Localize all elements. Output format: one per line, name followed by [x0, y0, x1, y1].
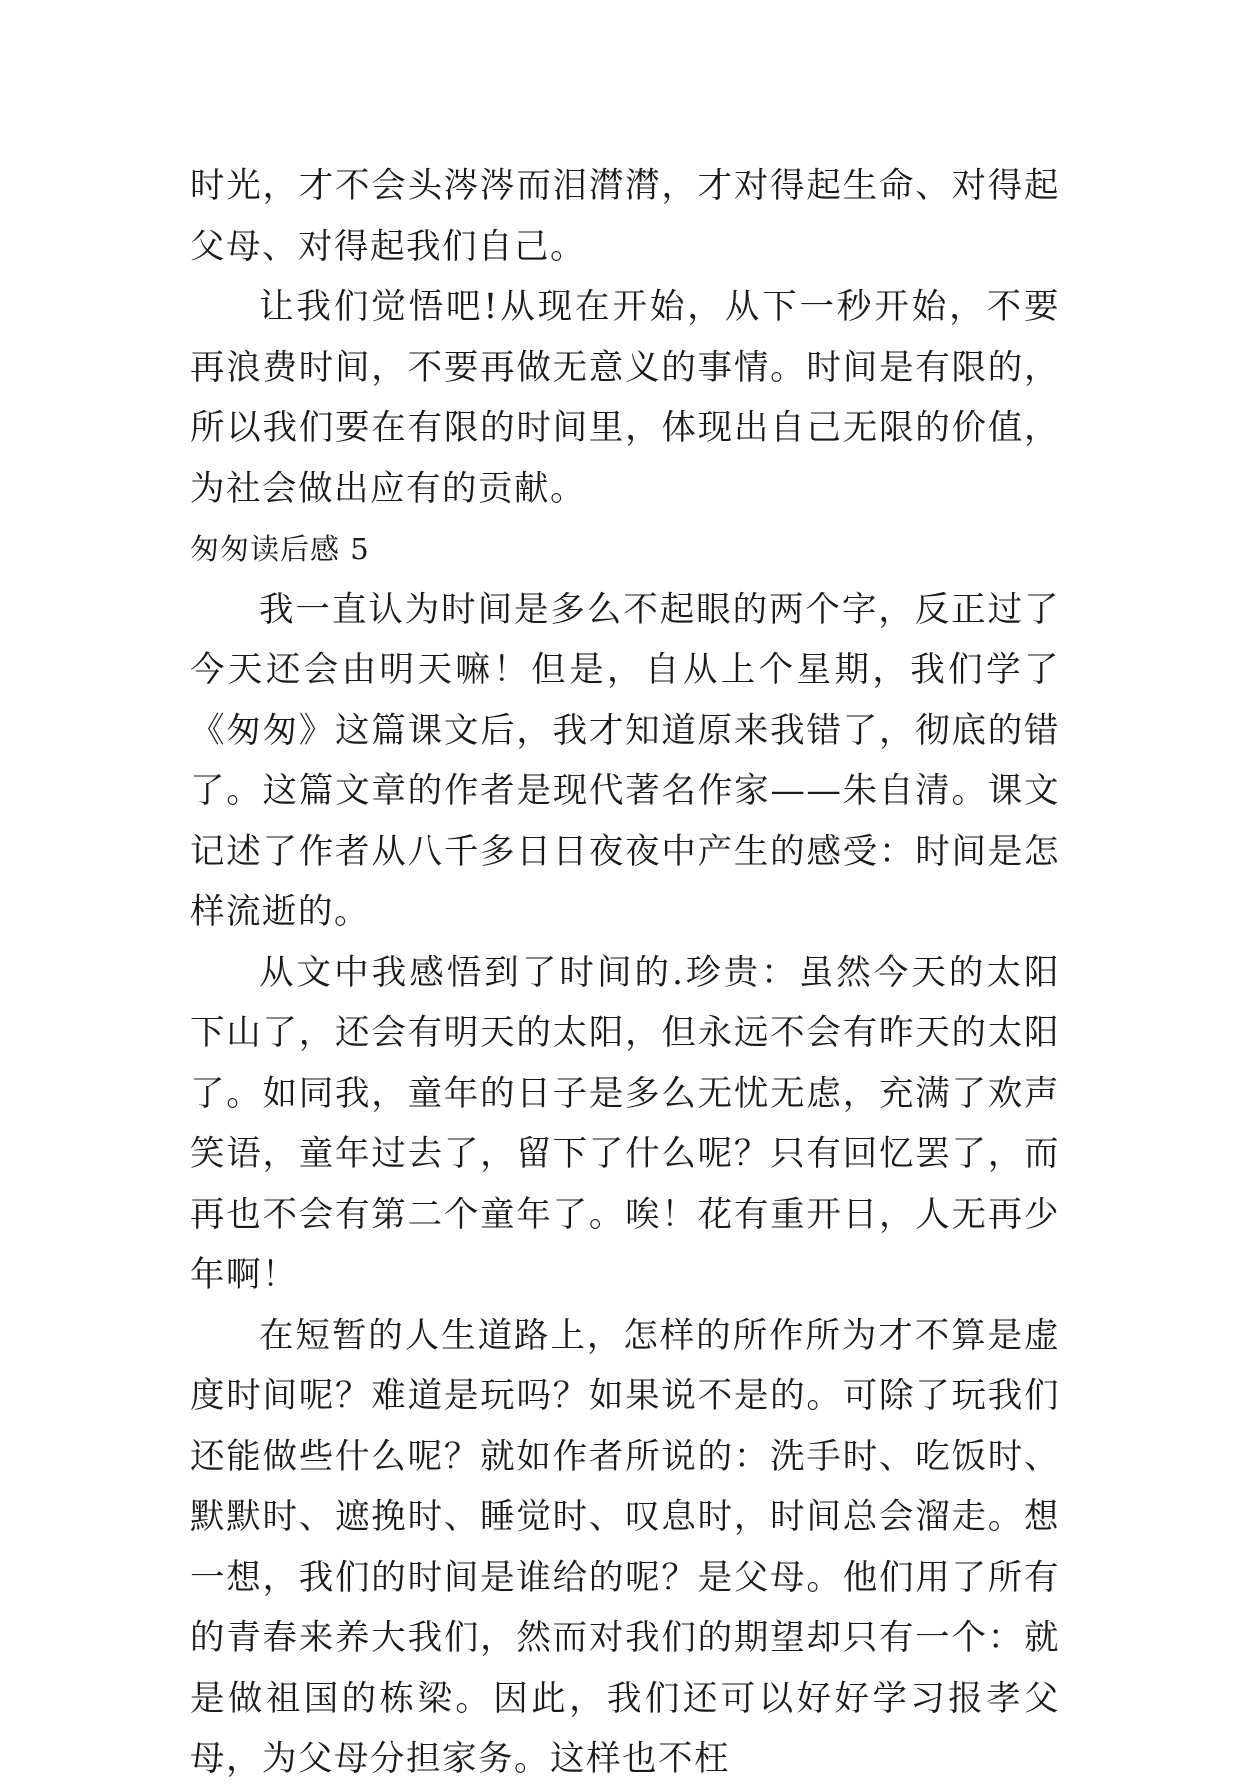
paragraph: 从文中我感悟到了时间的.珍贵：虽然今天的太阳下山了，还会有明天的太阳，但永远不会有昨天的太阳了。如同我，童年的日子是多么无忧无虑，充满了欢声笑语，童年过去了，留下了什么呢？只有回忆罢了，而再也不会有第二个童年了。唉！花有重开日，人无再少年啊！ [190, 952, 1060, 1295]
paragraph: 在短暂的人生道路上，怎样的所作所为才不算是虚度时间呢？难道是玩吗？如果说不是的。可除了玩我们还能做些什么呢？就如作者所说的：洗手时、吃饭时、默默时、遮挽时、睡觉时、叹息时，时间总会溜走。想一想，我们的时间是谁给的呢？是父母。他们用了所有的青春来养大我们，然而对我们的期望却只有一个：就是做祖国的栋梁。因此，我们还可以好好学习报孝父母，为父母分担家务。这样也不枉 [190, 1315, 1060, 1779]
section-heading: 匆匆读后感 5 [190, 532, 370, 566]
paragraph: 我一直认为时间是多么不起眼的两个字，反正过了今天还会由明天嘛！但是，自从上个星期，我们学了《匆匆》这篇课文后，我才知道原来我错了，彻底的错了。这篇文章的作者是现代著名作家——朱自清。课文记述了作者从八千多日日夜夜中产生的感受：时间是怎样流逝的。 [190, 589, 1060, 932]
document-body [190, 156, 1060, 1790]
paragraph-continuation: 时光，才不会头涔涔而泪潸潸，才对得起生命、对得起父母、对得起我们自己。 [190, 166, 1060, 267]
paragraph: 让我们觉悟吧!从现在开始，从下一秒开始，不要再浪费时间，不要再做无意义的事情。时间是有限的，所以我们要在有限的时间里，体现出自己无限的价值，为社会做出应有的贡献。 [190, 287, 1060, 509]
